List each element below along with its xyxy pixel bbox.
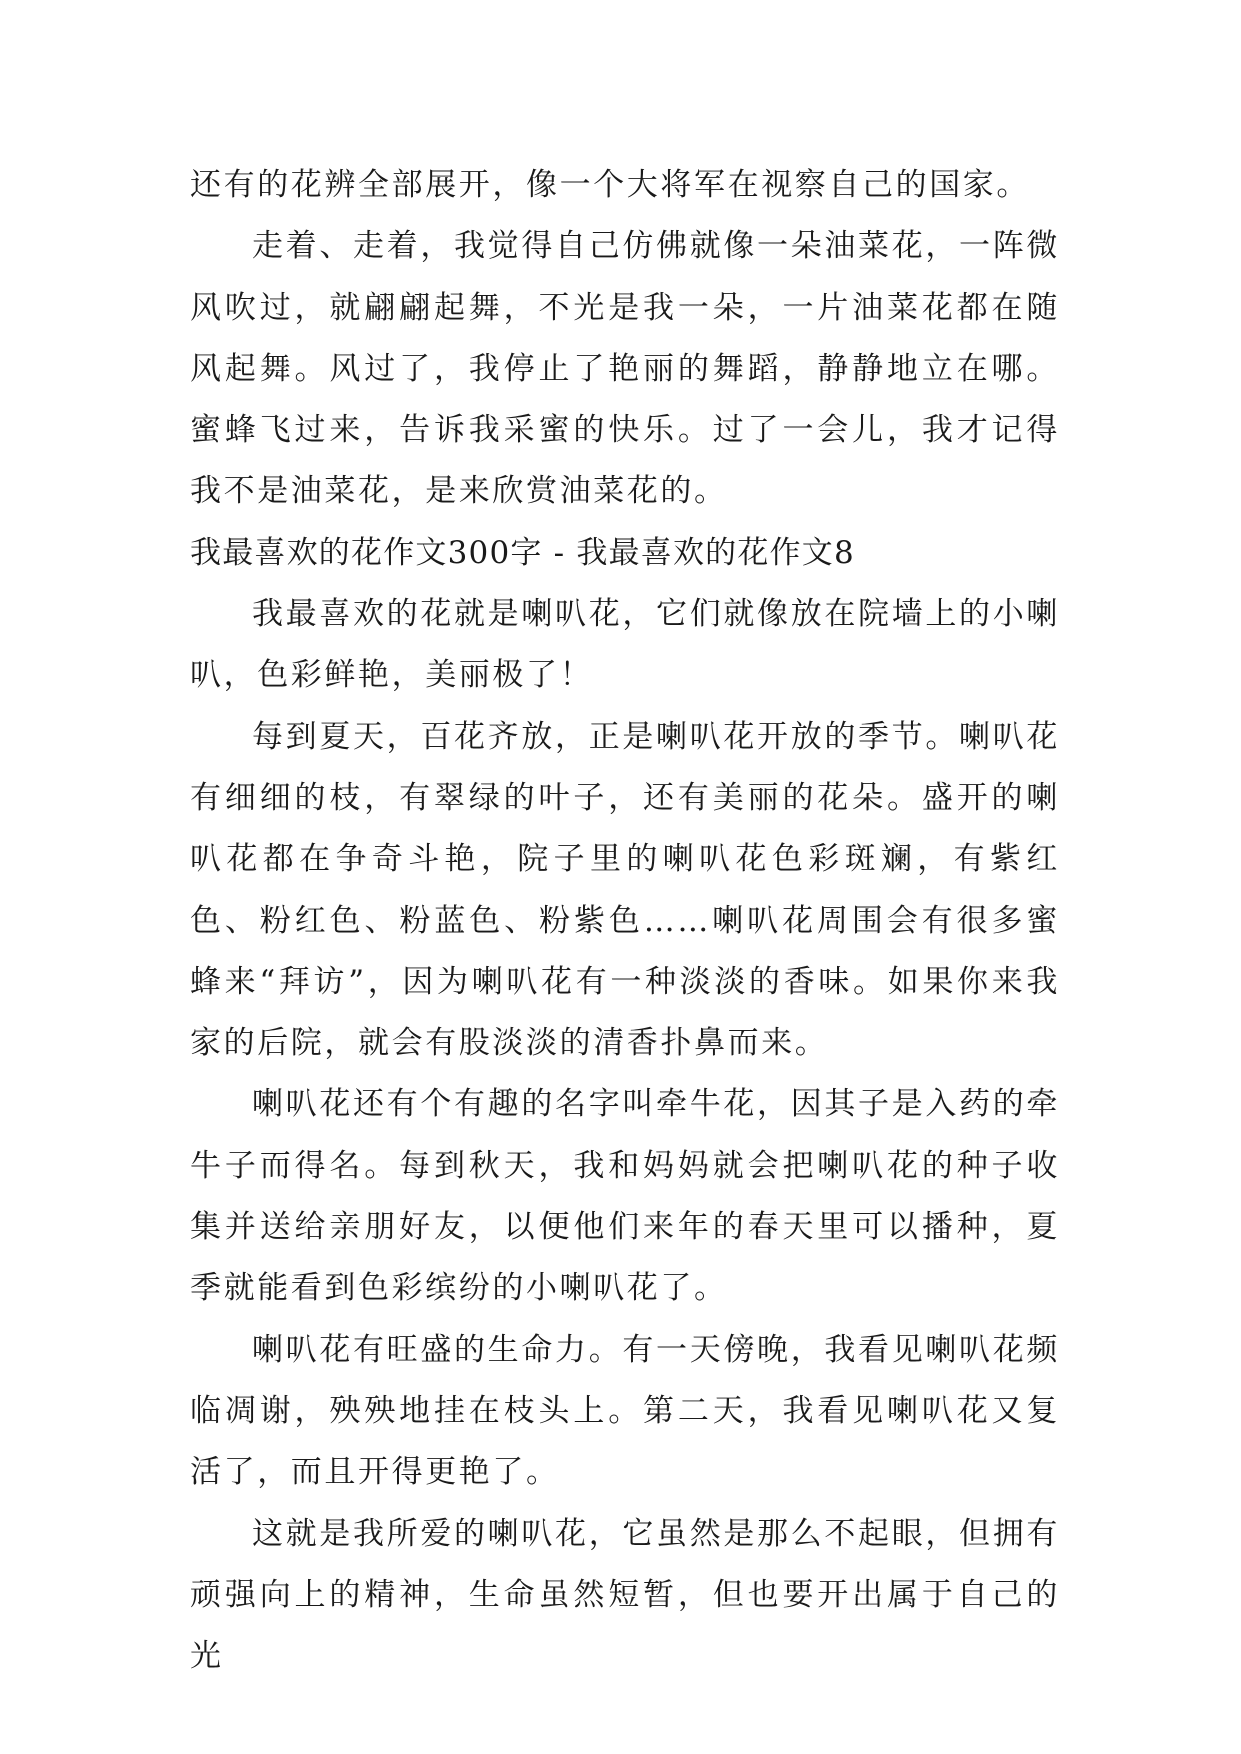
paragraph: 这就是我所爱的喇叭花，它虽然是那么不起眼，但拥有顽强向上的精神，生命虽然短暂，但也要开出属于自己的光 (190, 1515, 1060, 1675)
paragraph: 走着、走着，我觉得自己仿佛就像一朵油菜花，一阵微风吹过，就翩翩起舞，不光是我一朵，一片油菜花都在随风起舞。风过了，我停止了艳丽的舞蹈，静静地立在哪。蜜蜂飞过来，告诉我采蜜的快乐。过了一会儿，我才记得我不是油菜花，是来欣赏油菜花的。 (190, 228, 1060, 510)
paragraph: 每到夏天，百花齐放，正是喇叭花开放的季节。喇叭花有细细的枝，有翠绿的叶子，还有美丽的花朵。盛开的喇叭花都在争奇斗艳，院子里的喇叭花色彩斑斓，有紫红色、粉红色、粉蓝色、粉紫色……喇叭花周围会有很多蜜蜂来“拜访”，因为喇叭花有一种淡淡的香味。如果你来我家的后院，就会有股淡淡的清香扑鼻而来。 (190, 718, 1060, 1062)
paragraph: 喇叭花还有个有趣的名字叫牵牛花，因其子是入药的牵牛子而得名。每到秋天，我和妈妈就会把喇叭花的种子收集并送给亲朋好友，以便他们来年的春天里可以播种，夏季就能看到色彩缤纷的小喇叭花了。 (190, 1086, 1060, 1307)
document-body (190, 155, 1060, 1687)
paragraph: 喇叭花有旺盛的生命力。有一天傍晚，我看见喇叭花频临凋谢，殃殃地挂在枝头上。第二天，我看见喇叭花又复活了，而且开得更艳了。 (190, 1331, 1060, 1491)
paragraph: 我最喜欢的花就是喇叭花，它们就像放在院墙上的小喇叭，色彩鲜艳，美丽极了！ (190, 596, 1060, 694)
paragraph: 还有的花辨全部展开，像一个大将军在视察自己的国家。 (190, 167, 1030, 203)
section-heading: 我最喜欢的花作文300字 - 我最喜欢的花作文8 (190, 534, 855, 571)
